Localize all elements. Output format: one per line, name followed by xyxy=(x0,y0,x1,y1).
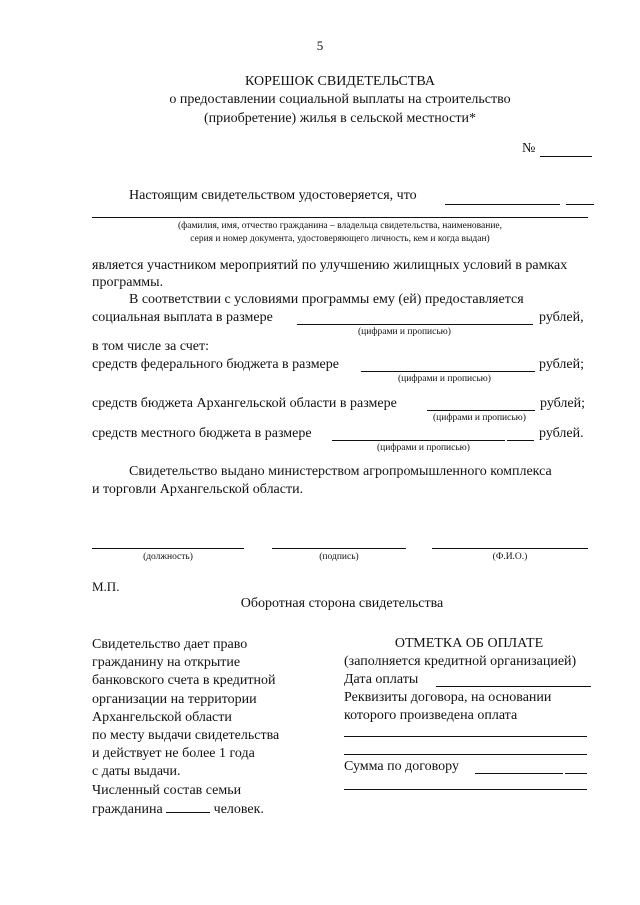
document-title: КОРЕШОК СВИДЕТЕЛЬСТВА xyxy=(245,74,435,89)
issued-line-1: Свидетельство выдано министерством агропромышленного комплекса xyxy=(129,464,552,479)
left-line: гражданину на открытие xyxy=(92,655,241,671)
participant-line-2: программы. xyxy=(92,275,164,290)
issued-line-2: и торговли Архангельской области. xyxy=(92,482,304,497)
payment-date-label: Дата оплаты xyxy=(344,672,419,687)
owner-name-line[interactable] xyxy=(445,204,560,205)
payment-mark-title: ОТМЕТКА ОБ ОПЛАТЕ xyxy=(394,636,544,651)
document-subtitle-2: (приобретение) жилья в сельской местности* xyxy=(204,111,476,126)
payment-amount-line[interactable] xyxy=(297,324,533,325)
full-name-line[interactable] xyxy=(432,548,588,549)
document-subtitle-1: о предоставлении социальной выплаты на строительство xyxy=(169,92,511,107)
contract-sum-line[interactable] xyxy=(475,773,563,774)
left-line: организации на территории xyxy=(92,691,257,707)
position-hint: (должность) xyxy=(143,552,193,562)
left-line: и действует не более 1 года xyxy=(92,746,255,762)
local-rub: рублей. xyxy=(539,426,584,441)
position-line[interactable] xyxy=(92,548,244,549)
left-column xyxy=(92,636,279,819)
left-line: Архангельской области xyxy=(92,709,232,725)
family-suffix: человек. xyxy=(213,801,264,817)
local-label: средств местного бюджета в размере xyxy=(92,426,312,441)
signature-line[interactable] xyxy=(272,548,406,549)
left-line: Свидетельство дает право xyxy=(92,637,248,652)
payment-amount-hint: (цифрами и прописью) xyxy=(358,327,451,337)
local-amount-line[interactable] xyxy=(332,440,505,441)
contract-details-line-1[interactable] xyxy=(344,736,587,737)
payment-rub: рублей, xyxy=(539,310,584,325)
left-line: Численный состав семьи xyxy=(92,782,242,798)
family-size-row xyxy=(92,800,279,819)
payment-date-line[interactable] xyxy=(436,686,591,687)
federal-amount-hint: (цифрами и прописью) xyxy=(398,374,491,384)
owner-hint-1: (фамилия, имя, отчество гражданина – владельца свидетельства, наименование, xyxy=(177,221,503,231)
contract-line-1: Реквизиты договора, на основании xyxy=(344,690,552,705)
full-name-hint: (Ф.И.О.) xyxy=(492,552,528,562)
contract-sum-line-end[interactable] xyxy=(565,773,587,774)
owner-details-line[interactable] xyxy=(92,217,588,218)
regional-amount-line[interactable] xyxy=(427,410,535,411)
regional-rub: рублей; xyxy=(540,396,585,411)
family-size-field[interactable] xyxy=(166,800,210,813)
local-amount-hint: (цифрами и прописью) xyxy=(377,443,470,453)
contract-details-line-2[interactable] xyxy=(344,754,587,755)
local-amount-line-end[interactable] xyxy=(507,440,534,441)
certify-text: Настоящим свидетельством удостоверяется, что xyxy=(129,188,417,203)
left-line: по месту выдачи свидетельства xyxy=(92,728,280,744)
owner-hint-2: серия и номер документа, удостоверяющего личность, кем и когда выдан) xyxy=(190,234,490,244)
payment-amount-label: социальная выплата в размере xyxy=(92,310,273,325)
left-line: банковского счета в кредитной xyxy=(92,673,276,689)
contract-sum-label: Сумма по договору xyxy=(344,759,459,774)
owner-name-line-end[interactable] xyxy=(566,204,594,205)
number-label: № xyxy=(522,141,536,156)
number-field-line[interactable] xyxy=(540,156,592,157)
federal-rub: рублей; xyxy=(539,357,584,372)
reverse-side-title: Оборотная сторона свидетельства xyxy=(240,596,444,611)
federal-label: средств федерального бюджета в размере xyxy=(92,357,339,372)
payment-mark-subtitle: (заполняется кредитной организацией) xyxy=(344,654,577,669)
federal-amount-line[interactable] xyxy=(361,371,535,372)
participant-line-1: является участником мероприятий по улучшению жилищных условий в рамках xyxy=(92,258,568,273)
including-label: в том числе за счет: xyxy=(92,339,210,354)
regional-amount-hint: (цифрами и прописью) xyxy=(433,413,526,423)
left-line: с даты выдачи. xyxy=(92,764,181,780)
signature-hint: (подпись) xyxy=(319,552,359,562)
contract-sum-line-2[interactable] xyxy=(344,789,587,790)
regional-label: средств бюджета Архангельской области в размере xyxy=(92,396,397,411)
payment-line-1: В соответствии с условиями программы ему (ей) предоставляется xyxy=(129,292,524,307)
page-number: 5 xyxy=(316,38,324,53)
stamp-place: М.П. xyxy=(92,579,120,594)
family-prefix: гражданина xyxy=(92,801,163,817)
contract-line-2: которого произведена оплата xyxy=(344,708,518,723)
